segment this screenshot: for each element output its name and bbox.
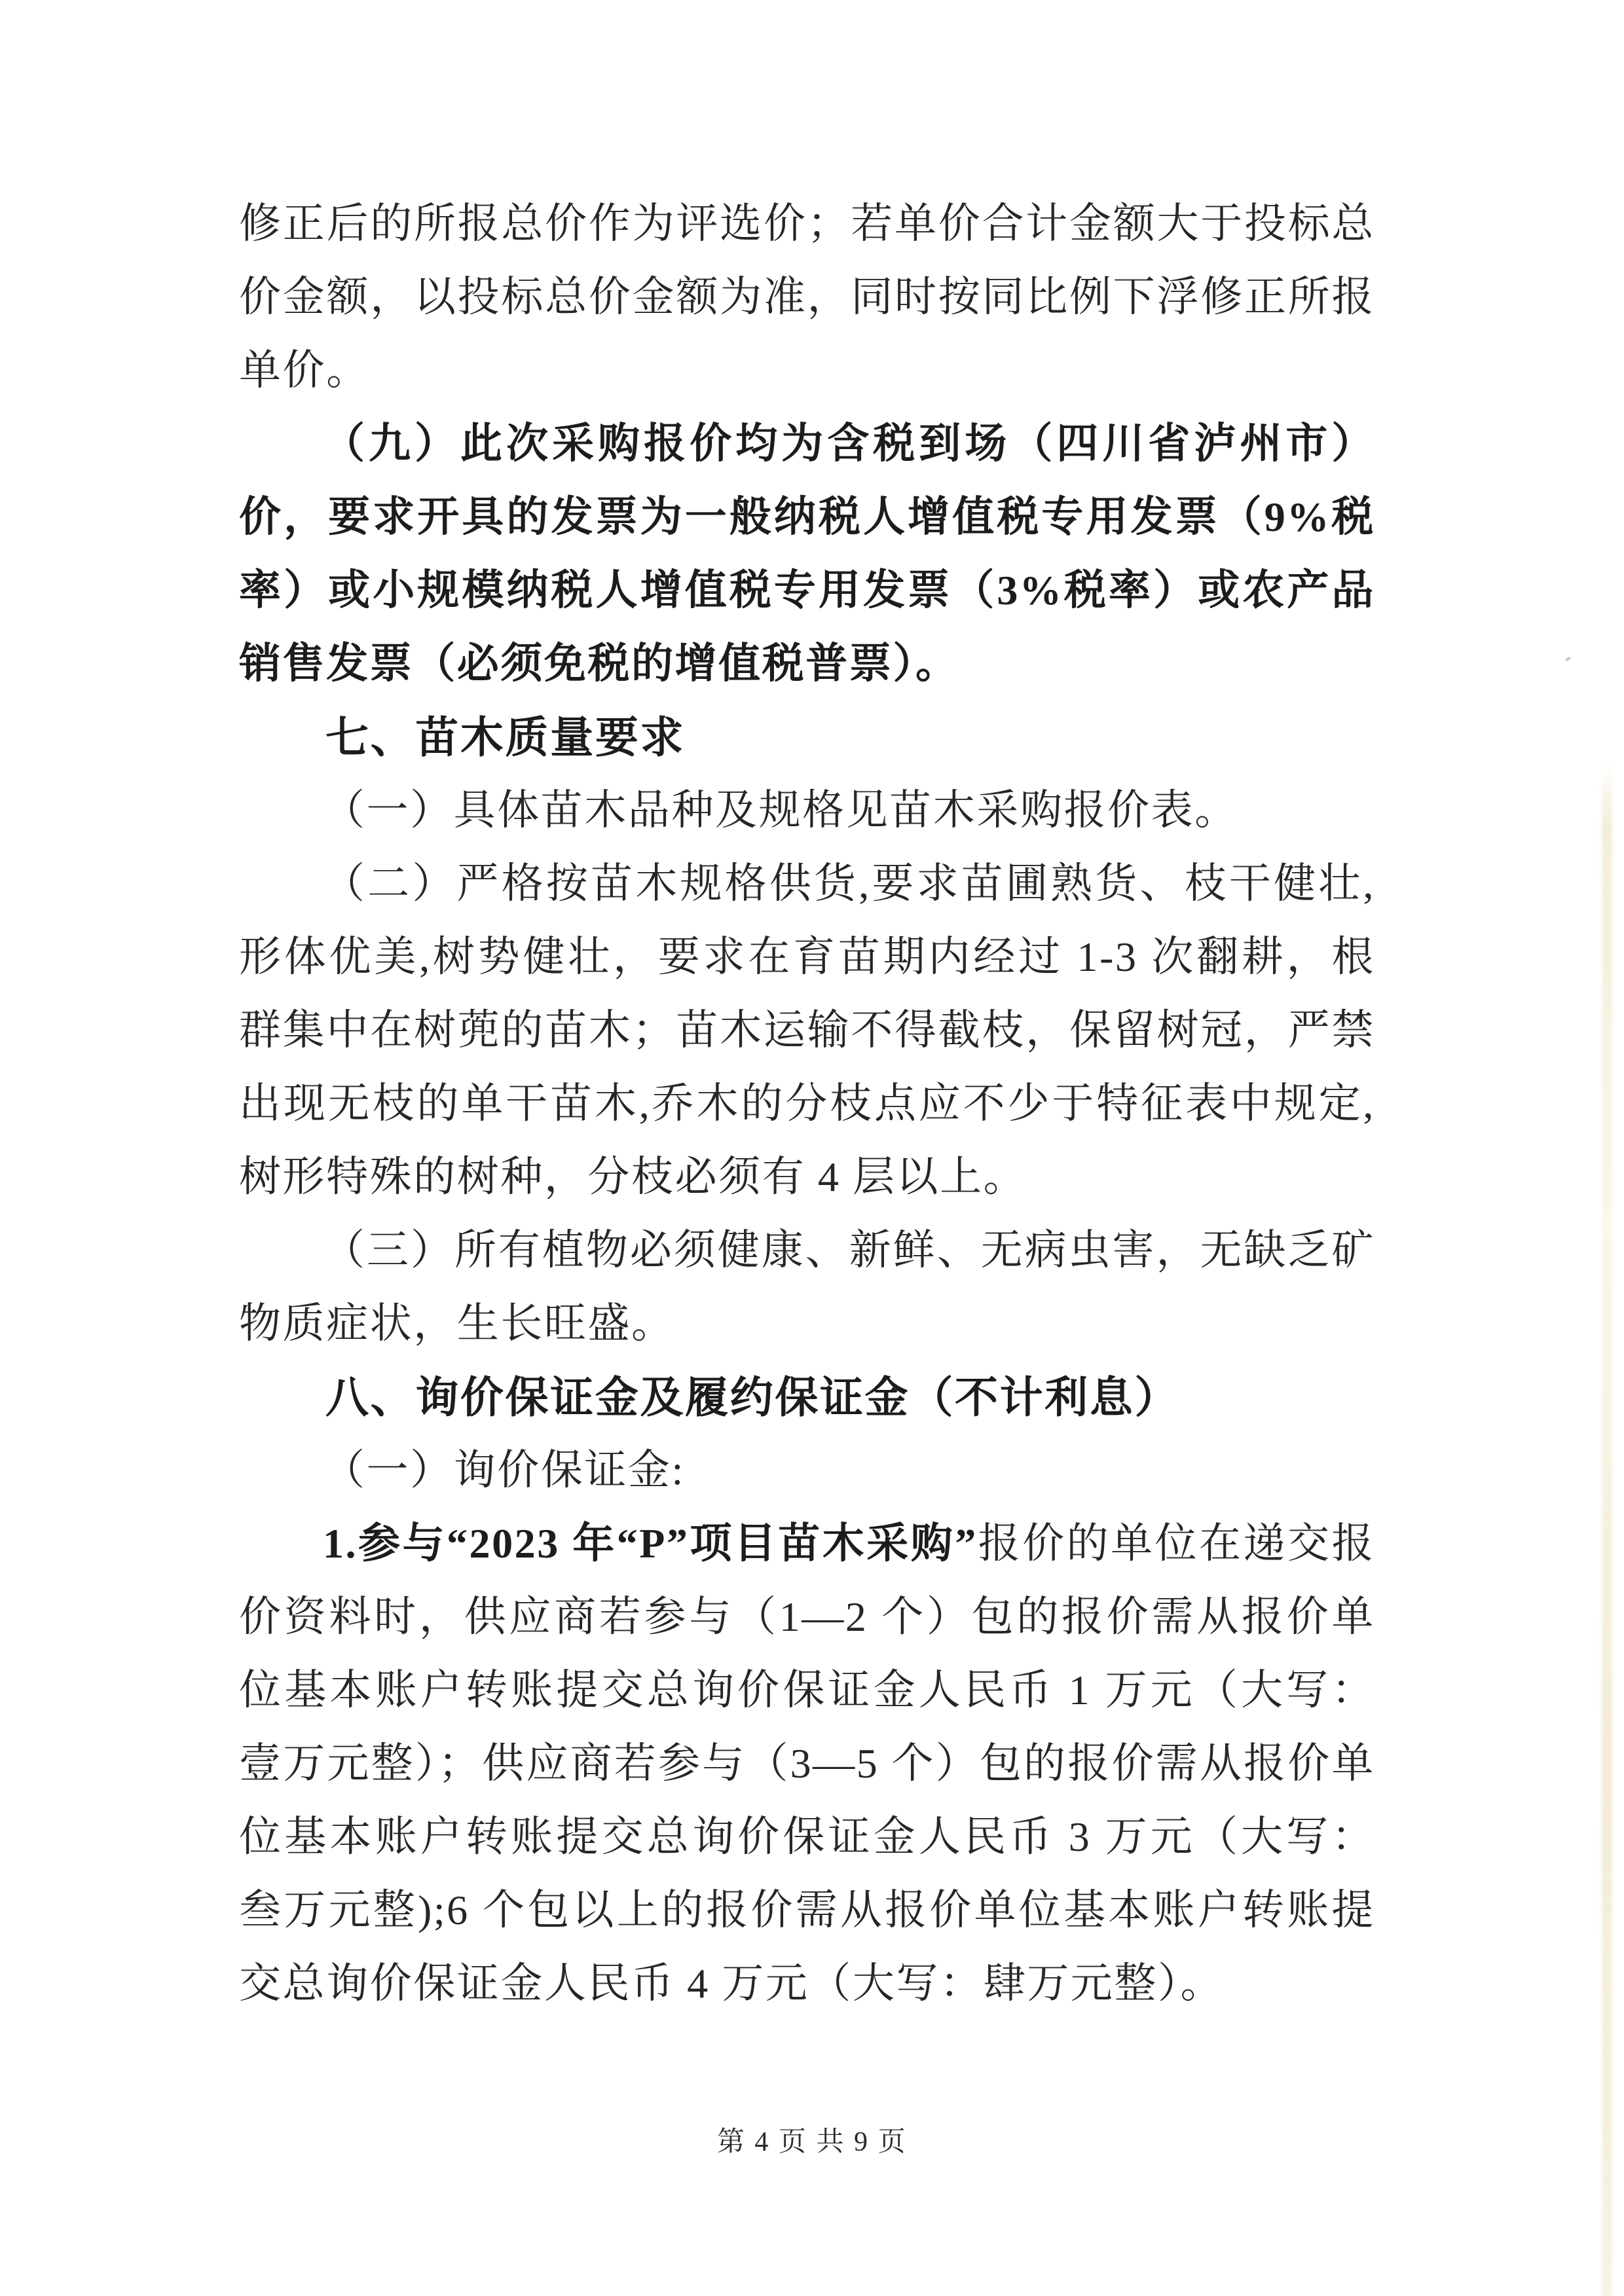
- text-segment: （九）此次采购报价均为含税到场（四川省泸州市）价，要求开具的发票为一般纳税人增值税专用发票（9%税率）或小规模纳税人增值税专用发票（3%税率）或农产品销售发票（必须免税的增值税普票）。: [239, 420, 1375, 687]
- text-segment: （二）严格按苗木规格供货,要求苗圃熟货、枝干健壮,形体优美,树势健壮，要求在育苗期内经过 1-3 次翻耕，根群集中在树蔸的苗木；苗木运输不得截枝，保留树冠，严禁出现无枝的单干苗木,乔木的分枝点应不少于特征表中规定,树形特殊的树种，分枝必须有 4 层以上。: [239, 860, 1375, 1200]
- text-segment: 1.参与“2023 年“P”项目苗木采购”: [323, 1520, 978, 1567]
- paragraph: [239, 187, 1375, 407]
- text-segment: （三）所有植物必须健康、新鲜、无病虫害，无缺乏矿物质症状，生长旺盛。: [239, 1227, 1375, 1347]
- text-segment: 报价的单位在递交报价资料时，供应商若参与（1—2 个）包的报价需从报价单位基本账户转账提交总询价保证金人民币 1 万元（大写：壹万元整）；供应商若参与（3—5 个）包的报价需从报价单位基本账户转账提交总询价保证金人民币 3 万元（大写：叁万元整);6 个包以上的报价需从报价单位基本账户转账提交总询价保证金人民币 4 万元（大写：肆万元整）。: [239, 1520, 1375, 2007]
- scan-artifact-speck: [1564, 656, 1571, 662]
- text-segment: 修正后的所报总价作为评选价；若单价合计金额大于投标总价金额，以投标总价金额为准，同时按同比例下浮修正所报单价。: [239, 200, 1375, 393]
- paragraph: [239, 774, 1375, 847]
- section-heading: [239, 1360, 1375, 1434]
- paragraph: [239, 1214, 1375, 1360]
- text-segment: 七、苗木质量要求: [325, 713, 686, 761]
- text-segment: 八、询价保证金及履约保证金（不计利息）: [325, 1373, 1180, 1421]
- page-footer: 第 4 页 共 9 页: [716, 2127, 908, 2157]
- scan-artifact-streak: [1602, 763, 1612, 2296]
- text-segment: （一）询价保证金:: [323, 1447, 685, 1493]
- text-segment: （一）具体苗木品种及规格见苗木采购报价表。: [323, 787, 1238, 833]
- document-body: [239, 187, 1375, 2020]
- section-heading: [239, 701, 1375, 774]
- paragraph: [239, 407, 1375, 701]
- paragraph: [239, 1434, 1375, 1507]
- paragraph: [239, 847, 1375, 1214]
- paragraph: [239, 1507, 1375, 2020]
